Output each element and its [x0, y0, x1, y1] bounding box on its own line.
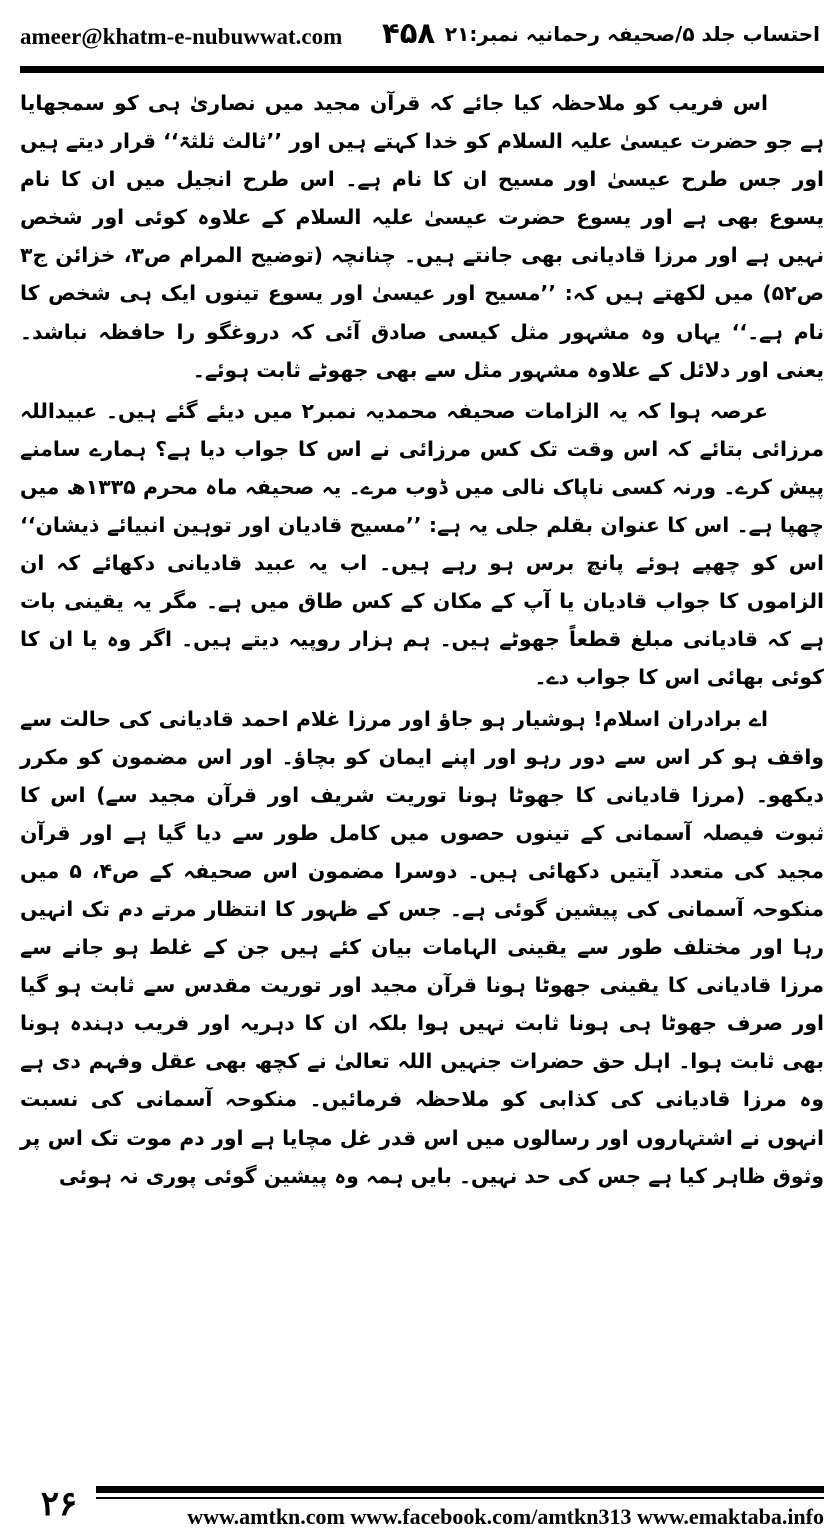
- footer-page-box: ۲۶: [40, 1485, 78, 1523]
- page-footer: [0, 1484, 840, 1540]
- page-header: [0, 0, 840, 70]
- header-page-number: ۴۵۸: [382, 16, 436, 50]
- footer-rule-thick: [96, 1486, 824, 1493]
- body-text: [20, 84, 824, 1198]
- header-email: ameer@khatm-e-nubuwwat.com: [20, 24, 343, 49]
- header-title: احتساب جلد ۵/صحیفہ رحمانیہ نمبر:۲۱: [444, 22, 820, 46]
- paragraph-2: عرصہ ہوا کہ یہ الزامات صحیفہ محمدیہ نمبر۲ میں دیئے گئے ہیں۔ عبیداللہ مرزائی بتائے کہ اس وقت تک کس مرزائی نے اس کا جواب دیا ہے؟ ہمارے سامنے پیش کرے۔ ورنہ کسی ناپاک نالی میں ڈوب مرے۔ یہ صحیفہ ماہ محرم ۱۳۳۵ھ میں چھپا ہے۔ اس کا عنوان بقلم جلی یہ ہے: ’’مسیح قادیان اور توہین انبیائے ذیشان‘‘ اس کو چھپے ہوئے پانچ برس ہو رہے ہیں۔ اب یہ عبید قادیانی دکھائے کہ ان الزاموں کا جواب قادیان یا آپ کے مکان کے کس طاق میں ہے۔ مگر یہ یقینی بات ہے کہ قادیانی مبلغ قطعاً جھوٹے ہیں۔ ہم ہزار روپیہ دیتے ہیں۔ اگر وہ یا ان کا کوئی بھائی اس کا جواب دے۔: [20, 398, 824, 690]
- paragraph-1: اس فریب کو ملاحظہ کیا جائے کہ قرآن مجید میں نصاریٰ ہی کو سمجھایا ہے جو حضرت عیسیٰ علیہ السلام کو خدا کہتے ہیں اور ’’ثالث ثلثۃ‘‘ قرار دیتے ہیں اور جس طرح عیسیٰ اور مسیح ان کا نام ہے۔ اس طرح انجیل میں ان کا نام یسوع بھی ہے اور یسوع حضرت عیسیٰ علیہ السلام کے علاوہ کوئی اور شخص نہیں ہے اور مرزا قادیانی بھی جانتے ہیں۔ چنانچہ (توضیح المرام ص۳، خزائن ج۳ ص۵۲) میں لکھتے ہیں کہ: ’’مسیح اور عیسیٰ اور یسوع تینوں ایک ہی شخص کا نام ہے۔‘‘ یہاں وہ مشہور مثل کیسی صادق آئی کہ دروغگو را حافظہ نباشد۔ یعنی اور دلائل کے علاوہ مشہور مثل سے بھی جھوٹے ثابت ہوئے۔: [20, 91, 825, 382]
- header-rule: [20, 66, 824, 73]
- footer-rule-thin: [96, 1497, 824, 1499]
- footer-links: www.amtkn.com www.facebook.com/amtkn313 www.emaktaba.info: [187, 1504, 824, 1529]
- paragraph-3: اے برادران اسلام! ہوشیار ہو جاؤ اور مرزا غلام احمد قادیانی کی حالت سے واقف ہو کر اس سے دور رہو اور اپنے ایمان کو بچاؤ۔ اور اس مضمون کو مکرر دیکھو۔ (مرزا قادیانی کا جھوٹا ہونا توریت شریف اور قرآن مجید سے) اس کا ثبوت فیصلہ آسمانی کے تینوں حصوں میں کامل طور سے دیا گیا ہے اور قرآن مجید کی متعدد آیتیں دکھائی ہیں۔ دوسرا مضمون اس صحیفہ کے ص۴، ۵ میں منکوحہ آسمانی کی پیشین گوئی ہے۔ جس کے ظہور کا انتظار مرتے دم تک انہیں رہا اور مختلف طور سے یقینی الہامات بیان کئے ہیں جن کے غلط ہو جانے سے مرزا قادیانی کا یقینی جھوٹا ہونا قرآن مجید اور توریت مقدس سے ثابت ہو گیا اور صرف جھوٹا ہی ہونا ثابت نہیں ہوا بلکہ ان کا دہریہ اور فریب دہندہ ہونا بھی ثابت ہوا۔ اہل حق حضرات جنہیں اللہ تعالیٰ نے کچھ بھی عقل وفہم دی ہے وہ مرزا قادیانی کی کذابی کو ملاحظہ فرمائیں۔ منکوحہ آسمانی کی نسبت انہوں نے اشتہاروں اور رسالوں میں اس قدر غل مچایا ہے اور دم موت تک اس پر وثوق ظاہر کیا ہے جس کی حد نہیں۔ بایں ہمہ وہ پیشین گوئی پوری نہ ہوئی: [20, 706, 824, 1188]
